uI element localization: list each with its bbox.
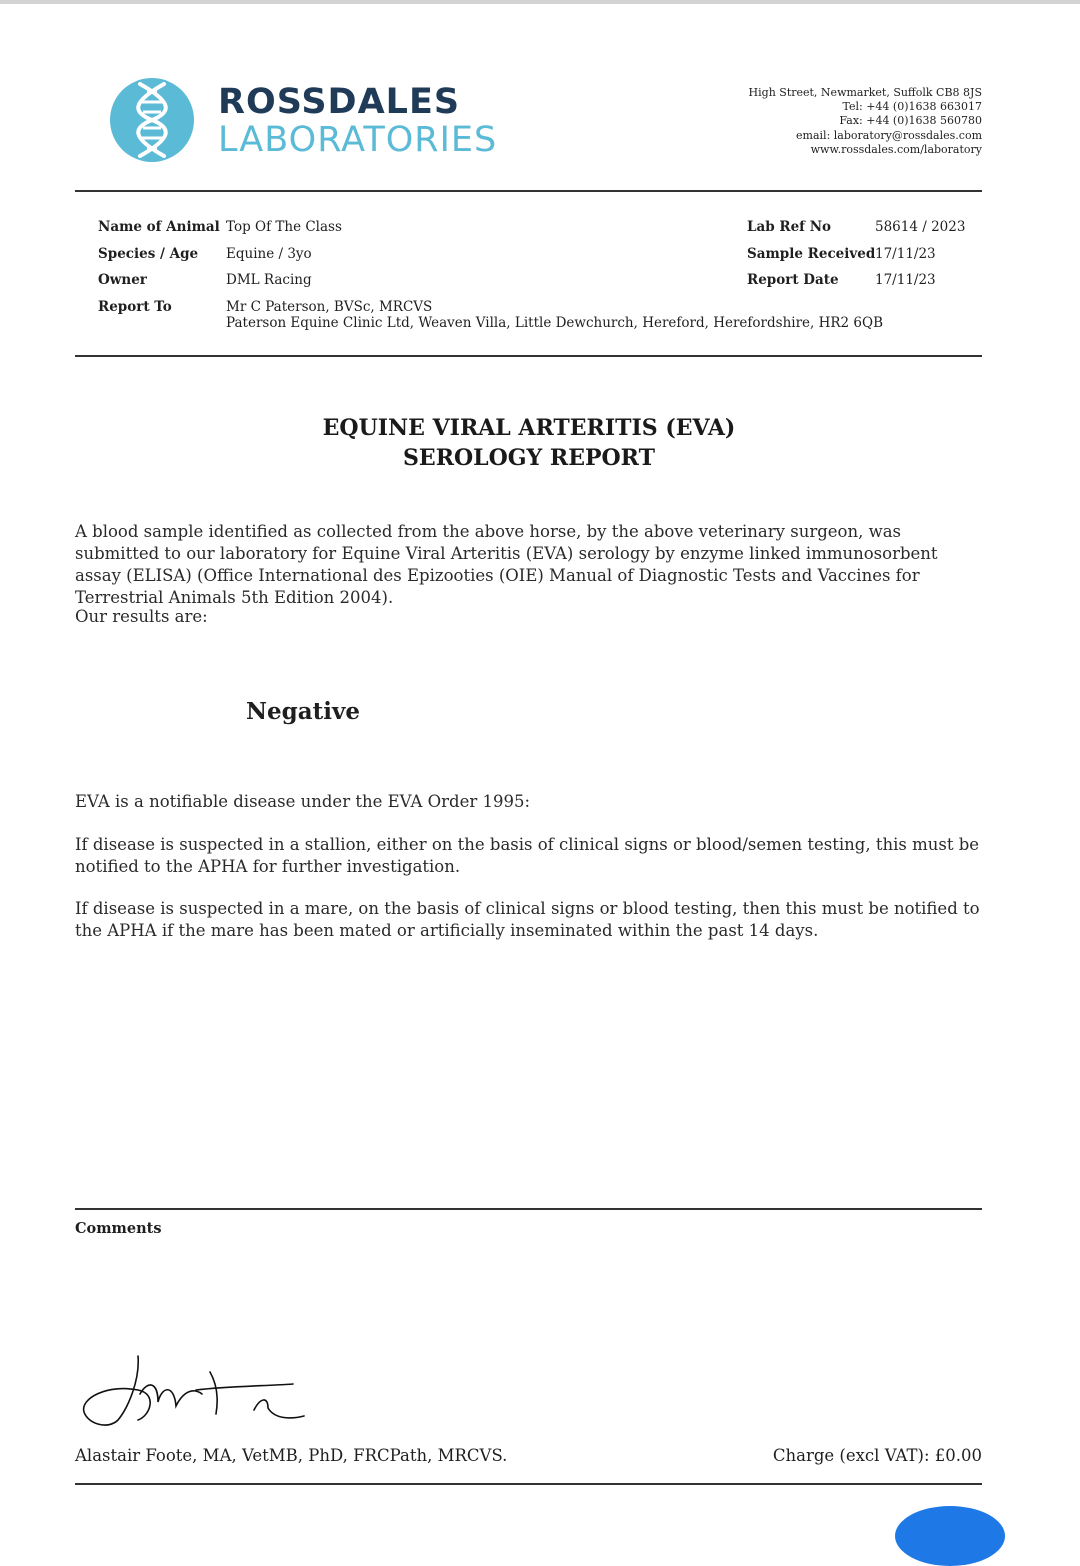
sample-received-label: Sample Received — [747, 246, 876, 262]
name-label: Name of Animal — [98, 219, 220, 235]
brand-subname: LABORATORIES — [218, 120, 498, 160]
result-value: Negative — [246, 698, 361, 725]
contact-website: www.rossdales.com/laboratory — [810, 142, 982, 156]
sample-received-value: 17/11/23 — [875, 246, 936, 262]
mare-paragraph: If disease is suspected in a mare, on the basis of clinical signs or blood testing, then this must be notified to the APHA if the mare has been mated or artificially inseminated within the past 14 days. — [75, 899, 980, 940]
floating-action-button[interactable] — [895, 1506, 1005, 1566]
contact-fax: Fax: +44 (0)1638 560780 — [839, 114, 982, 128]
report-to-label: Report To — [98, 299, 172, 315]
dna-helix-icon — [110, 78, 194, 162]
report-date-label: Report Date — [747, 272, 839, 288]
brand-name: ROSSDALES — [218, 82, 461, 122]
notifiable-paragraph: EVA is a notifiable disease under the EVA Order 1995: — [75, 792, 531, 811]
stallion-paragraph: If disease is suspected in a stallion, either on the basis of clinical signs or blood/semen testing, this must be notified to the APHA for further investigation. — [75, 835, 980, 876]
charge-amount: Charge (excl VAT): £0.00 — [772, 1446, 982, 1465]
header-divider — [75, 190, 982, 192]
footer-divider — [75, 1483, 982, 1485]
report-title: EQUINE VIRAL ARTERITIS (EVA) — [322, 415, 736, 441]
report-to-address: Paterson Equine Clinic Ltd, Weaven Villa, Little Dewchurch, Hereford, Herefordshire, HR2 6QB — [226, 315, 884, 331]
intro-paragraph: A blood sample identified as collected from the above horse, by the above veterinary surgeon, was submitted to our laboratory for Equine Viral Arteritis (EVA) serology by enzyme linked immunosorbent assay (ELISA) (Office International des Epizooties (OIE) Manual of Diagnostic Tests and Vaccines for Terrestrial Animals 5th Edition 2004). — [75, 522, 938, 607]
owner-label: Owner — [98, 272, 147, 288]
name-value: Top Of The Class — [226, 219, 342, 235]
results-intro: Our results are: — [75, 607, 208, 626]
contact-block — [749, 86, 982, 157]
details-divider — [75, 355, 982, 357]
comments-label: Comments — [75, 1220, 162, 1237]
report-to-name: Mr C Paterson, BVSc, MRCVS — [226, 299, 433, 315]
top-divider — [0, 0, 1080, 4]
owner-value: DML Racing — [226, 272, 312, 288]
contact-email: email: laboratory@rossdales.com — [796, 128, 982, 142]
species-value: Equine / 3yo — [226, 246, 312, 262]
report-subtitle: SEROLOGY REPORT — [403, 445, 655, 471]
signer-name: Alastair Foote, MA, VetMB, PhD, FRCPath, MRCVS. — [75, 1446, 508, 1465]
signature — [78, 1350, 318, 1430]
contact-tel: Tel: +44 (0)1638 663017 — [842, 100, 982, 114]
species-label: Species / Age — [98, 246, 199, 262]
lab-ref-label: Lab Ref No — [747, 219, 832, 235]
lab-ref-value: 58614 / 2023 — [875, 219, 966, 235]
comments-divider — [75, 1208, 982, 1210]
report-date-value: 17/11/23 — [875, 272, 936, 288]
contact-address: High Street, Newmarket, Suffolk CB8 8JS — [748, 86, 982, 99]
